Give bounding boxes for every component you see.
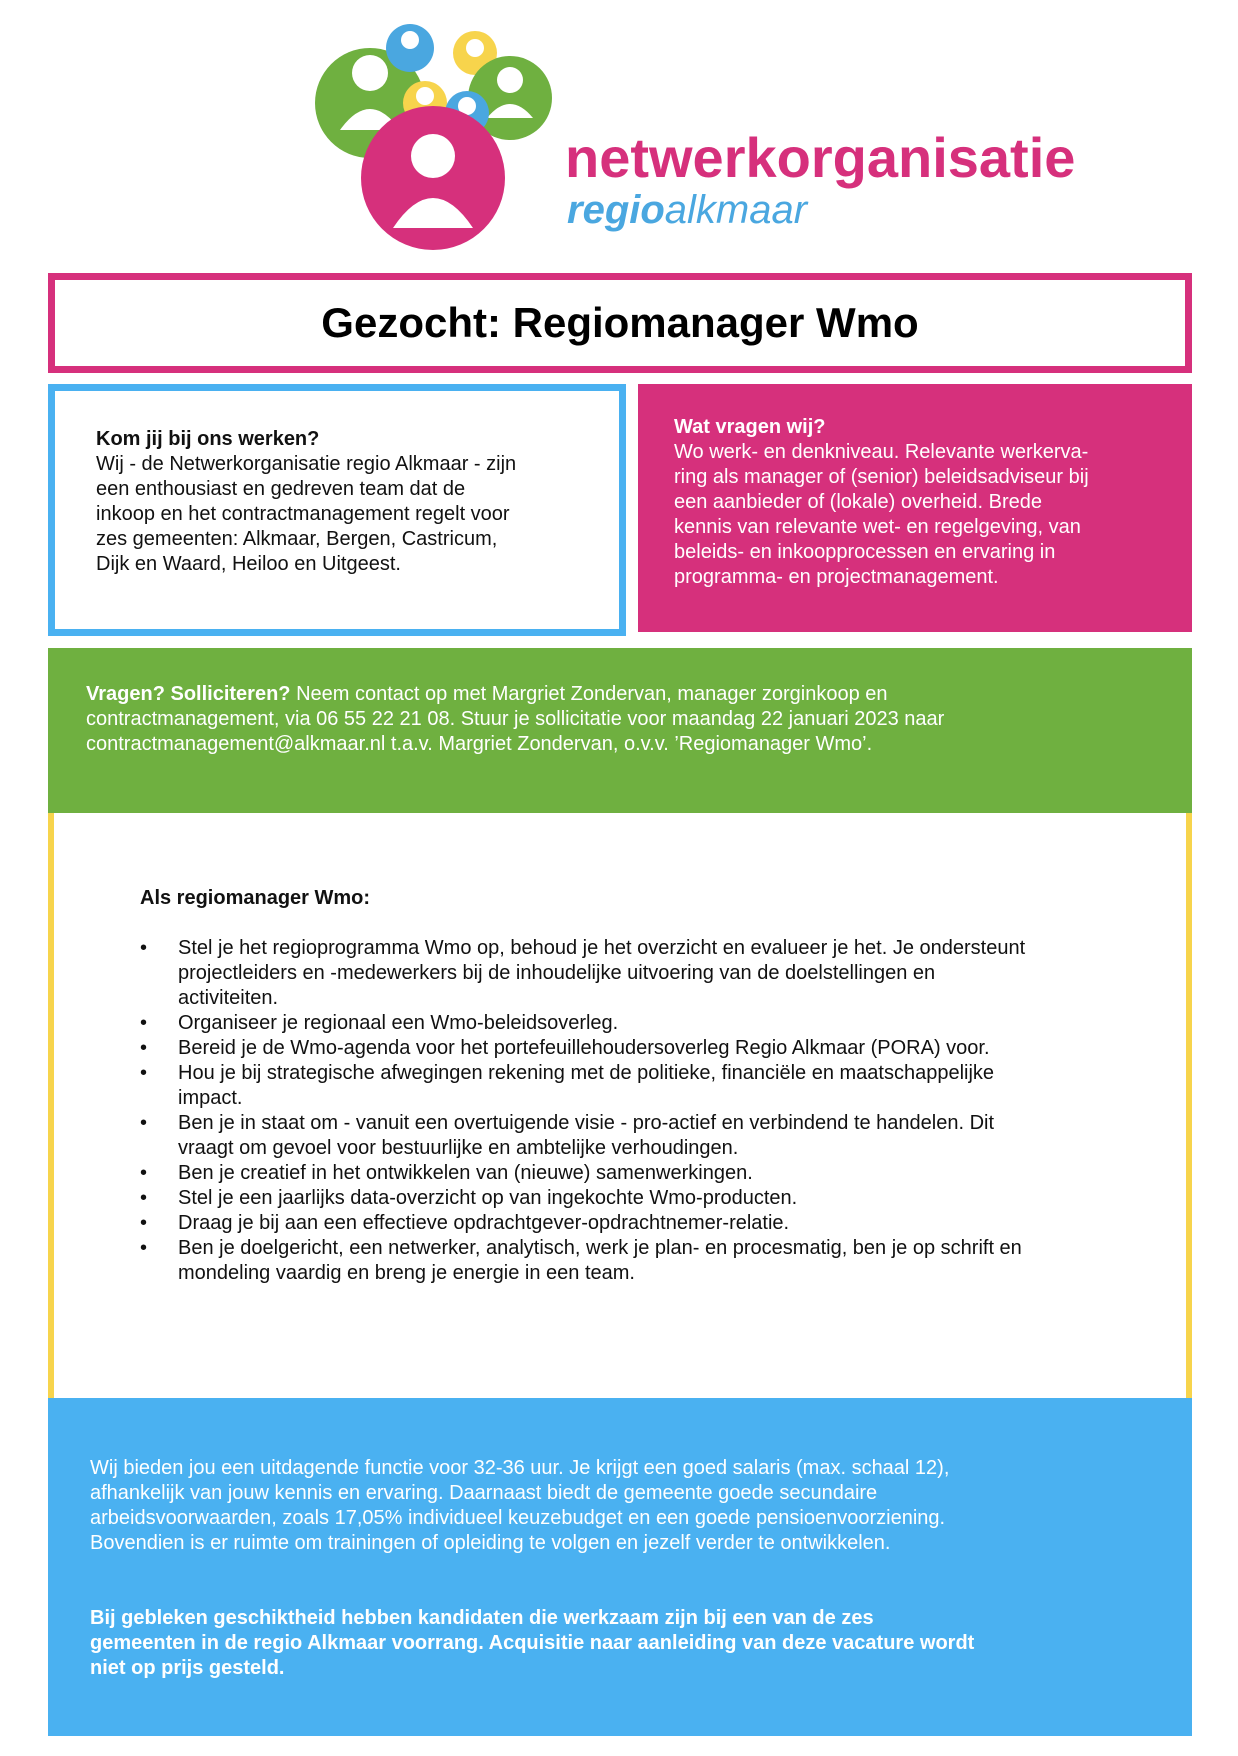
offer-line: Bovendien is er ruimte om trainingen of opleiding te volgen en jezelf verder te ontwikkelen. <box>90 1532 891 1554</box>
contact-line: contractmanagement, via 06 55 22 21 08. Stuur je sollicitatie voor maandag 22 januari 2023 naar <box>86 708 945 730</box>
list-item: • Bereid je de Wmo-agenda voor het portefeuillehoudersoverleg Regio Alkmaar (PORA) voor. <box>140 1037 990 1059</box>
logo <box>315 18 1076 253</box>
requirements-line: een aanbieder of (lokale) overheid. Brede <box>674 491 1043 513</box>
list-item: • Stel je het regioprogramma Wmo op, behoud je het overzicht en evalueer je het. Je ondersteunt projectleiders en -medewerkers bij de inhoudelijke uitvoering van de doelstellingen en activiteiten. <box>140 937 1026 1009</box>
intro-line: een enthousiast en gedreven team dat de <box>96 478 466 500</box>
contact-email-line[interactable]: contractmanagement@alkmaar.nl t.a.v. Margriet Zondervan, o.v.v. ’Regiomanager Wmo’. <box>86 733 873 755</box>
intro-heading: Kom jij bij ons werken? <box>96 428 320 450</box>
requirements-line: beleids- en inkoopprocessen en ervaring in <box>674 541 1056 563</box>
requirements-line: ring als manager of (senior) beleidsadviseur bij <box>674 466 1089 488</box>
logo-region: regioalkmaar <box>567 188 808 232</box>
intro-box <box>48 384 626 636</box>
intro-line: zes gemeenten: Alkmaar, Bergen, Castricum, <box>96 528 498 550</box>
list-item: • Hou je bij strategische afwegingen rekening met de politieke, financiële en maatschappelijke impact. <box>140 1062 995 1109</box>
intro-line: Dijk en Waard, Heiloo en Uitgeest. <box>96 553 401 575</box>
offer-line: Wij bieden jou een uitdagende functie voor 32-36 uur. Je krijgt een goed salaris (max. schaal 12), <box>90 1457 950 1479</box>
list-item: • Draag je bij aan een effectieve opdrachtgever-opdrachtnemer-relatie. <box>140 1212 790 1234</box>
requirements-line: Wo werk- en denkniveau. Relevante werkerva- <box>674 441 1089 463</box>
intro-line: inkoop en het contractmanagement regelt voor <box>96 503 510 525</box>
logo-name: netwerkorganisatie <box>565 126 1076 189</box>
title-box <box>48 273 1192 373</box>
requirements-box <box>638 384 1192 632</box>
offer-note: Bij gebleken geschiktheid hebben kandidaten die werkzaam zijn bij een van de zes gemeenten in de regio Alkmaar voorrang. Acquisitie naar aanleiding van deze vacature wordt niet op prijs gesteld. <box>90 1607 975 1679</box>
offer-line: arbeidsvoorwaarden, zoals 17,05% individueel keuzebudget en een goede pensioenvoorziening. <box>90 1507 946 1529</box>
requirements-heading: Wat vragen wij? <box>674 416 826 438</box>
tasks-box <box>48 813 1192 1398</box>
list-item: • Organiseer je regionaal een Wmo-beleidsoverleg. <box>140 1012 619 1034</box>
requirements-line: programma- en projectmanagement. <box>674 566 999 588</box>
intro-line: Wij - de Netwerkorganisatie regio Alkmaar - zijn <box>96 453 517 475</box>
contact-box <box>48 648 1192 813</box>
contact-line: Vragen? Solliciteren? Neem contact op met Margriet Zondervan, manager zorginkoop en <box>86 683 888 705</box>
tasks-heading: Als regiomanager Wmo: <box>140 887 371 909</box>
offer-line: afhankelijk van jouw kennis en ervaring. Daarnaast biedt de gemeente goede secundaire <box>90 1482 878 1504</box>
logo-people-icon <box>315 18 565 253</box>
list-item: • Ben je in staat om - vanuit een overtuigende visie - pro-actief en verbindend te handelen. Dit vraagt om gevoel voor bestuurlijke en ambtelijke verhoudingen. <box>140 1112 995 1159</box>
page-title: Gezocht: Regiomanager Wmo <box>321 299 919 346</box>
requirements-line: kennis van relevante wet- en regelgeving, van <box>674 516 1081 538</box>
list-item: • Ben je creatief in het ontwikkelen van (nieuwe) samenwerkingen. <box>140 1162 753 1184</box>
offer-box <box>48 1398 1192 1736</box>
list-item: • Stel je een jaarlijks data-overzicht op van ingekochte Wmo-producten. <box>140 1187 798 1209</box>
contact-lead: Vragen? Solliciteren? <box>86 683 291 705</box>
tasks-list <box>140 936 1146 1286</box>
list-item: • Ben je doelgericht, een netwerker, analytisch, werk je plan- en procesmatig, ben je op schrift en mondeling vaardig en breng je energie in een team. <box>140 1237 1022 1284</box>
